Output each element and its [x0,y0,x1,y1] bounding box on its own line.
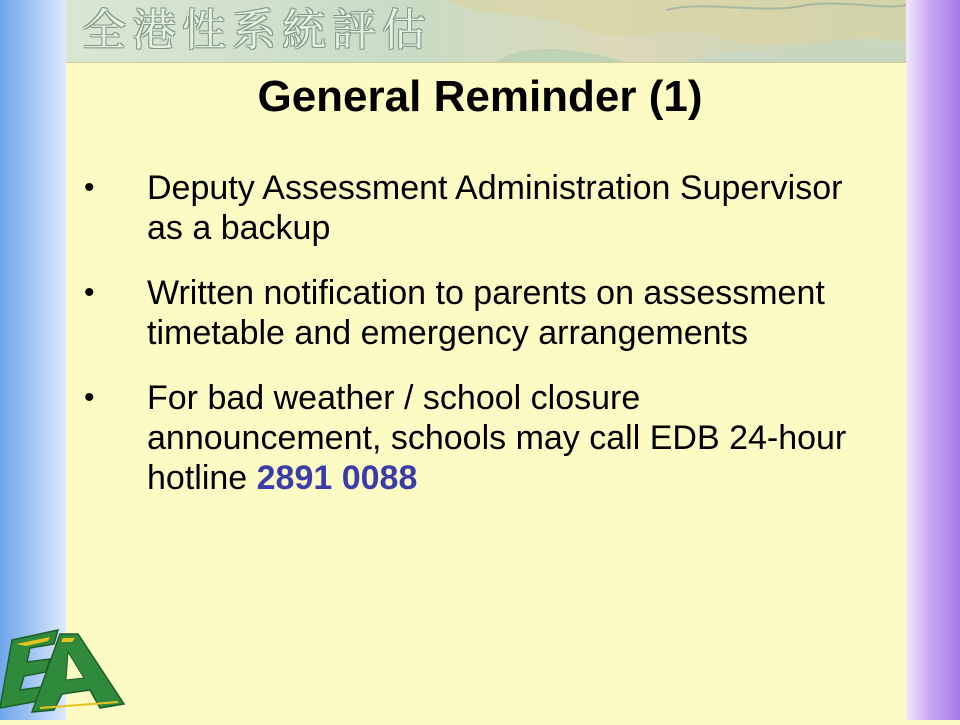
banner-title: 全港性系統評估 [82,5,432,56]
bullet-marker: • [84,276,95,309]
registered-mark: ® [6,684,15,698]
bullet-text: Written notification to parents on assessment timetable and emergency arrangements [147,274,825,352]
hotline-number: 2891 0088 [256,459,418,497]
bullet-marker: • [84,381,95,414]
bullet-text: Deputy Assessment Administration Supervisor as a backup [147,169,843,247]
slide-title: General Reminder (1) [257,72,703,121]
bullet-marker: • [84,171,95,204]
tsa-logo-icon [0,628,130,720]
bullet-text: For bad weather / school closure announcement, schools may call EDB 24-hour hotline [147,379,847,497]
tsa-logo [0,628,130,725]
bullet-item [84,378,884,498]
bullet-item [84,273,884,353]
bullet-list [84,168,884,523]
bullet-item [84,168,884,248]
header-banner [66,0,906,63]
